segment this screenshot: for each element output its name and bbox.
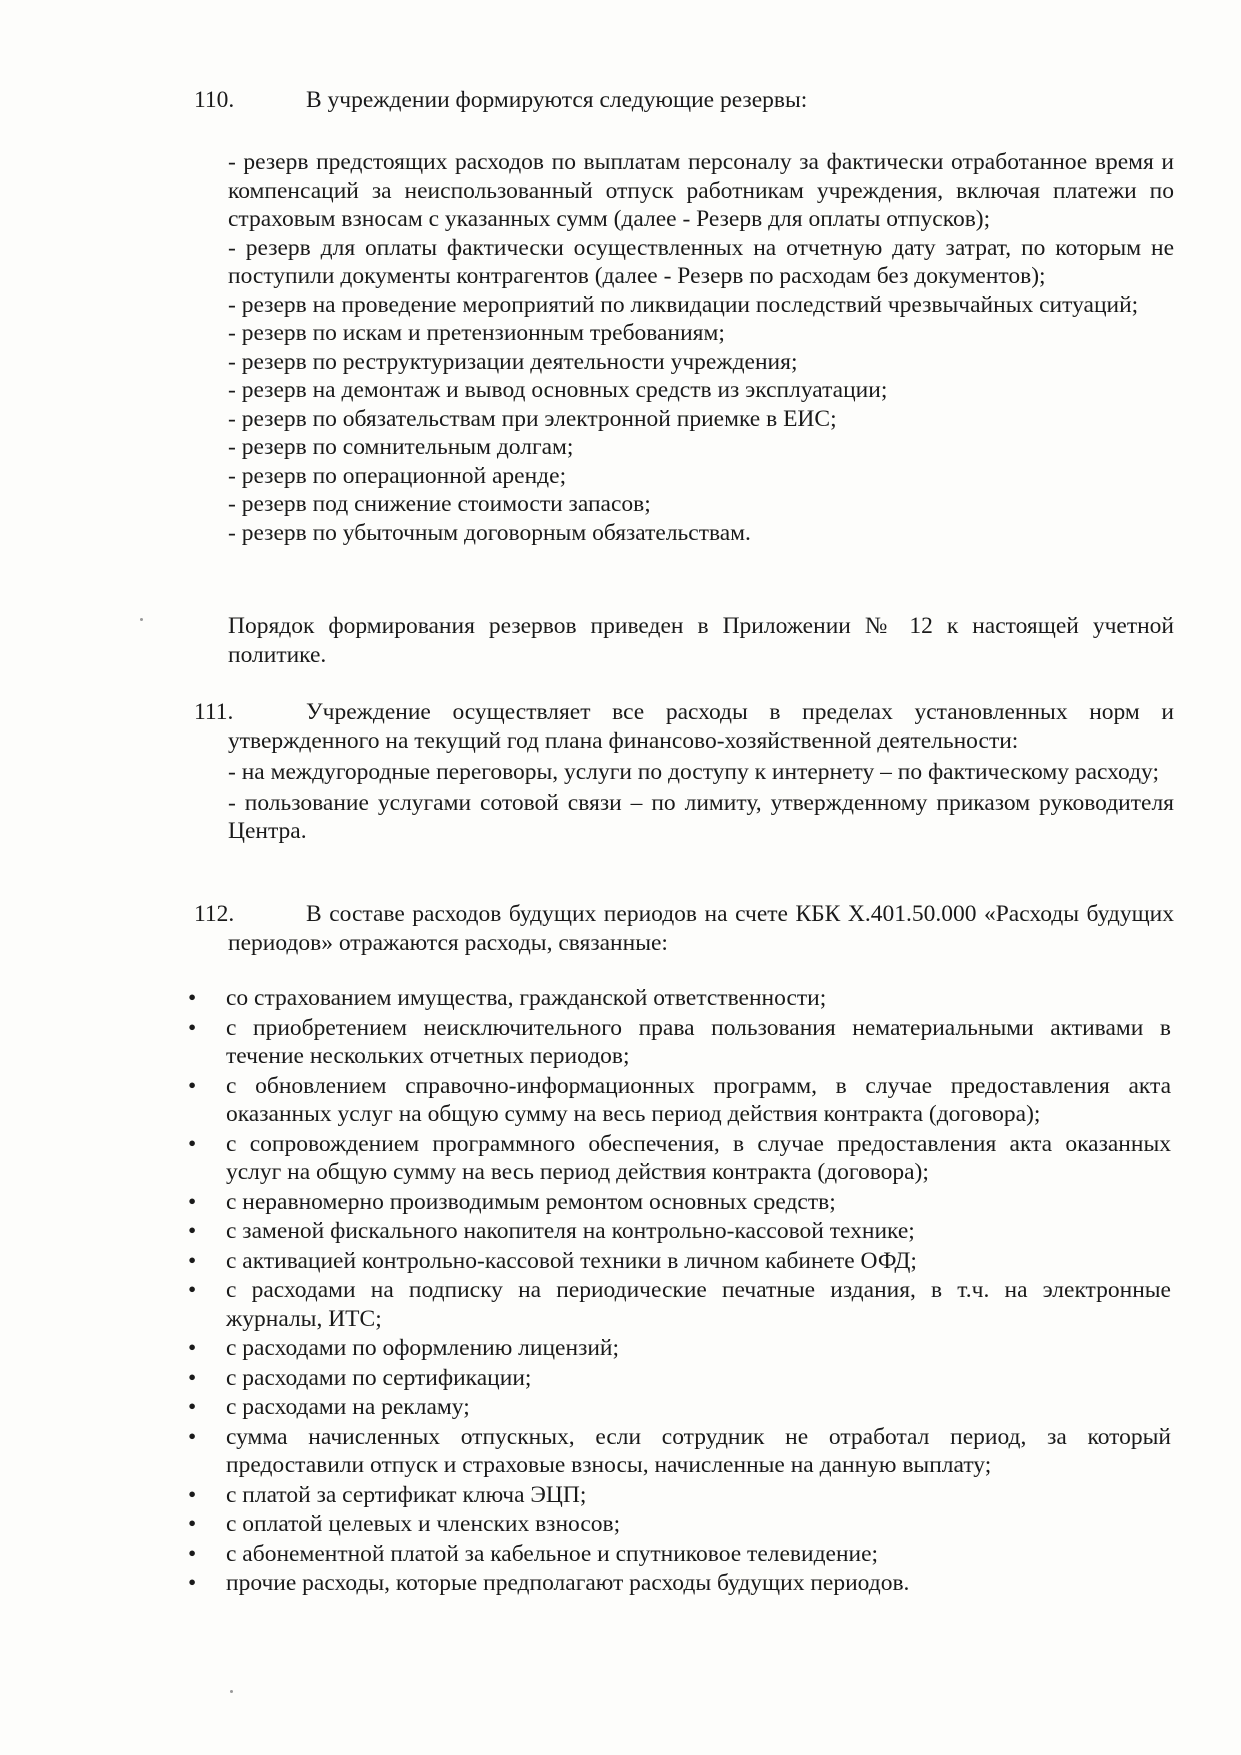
bullet-icon: • [188,985,197,1011]
section-111-items [228,758,1174,846]
bullet-icon: • [188,1540,197,1567]
bullet-icon: • [188,1570,197,1596]
bullet-icon: • [188,1014,197,1041]
list-item: • с расходами на подписку на периодические печатные издания, в т.ч. на электронные журналы, ИТС; [188,1277,1171,1332]
section-110-heading: В учреждении формируются следующие резервы: [306,87,808,113]
reserve-item: - резерв по сомнительным долгам; [228,434,574,460]
list-item: • с расходами по оформлению лицензий; [188,1335,620,1361]
bullet-icon: • [188,1130,197,1157]
reserve-item: - резерв для оплаты фактически осуществленных на отчетную дату затрат, по которым не поступили документы контрагентов (далее - Резерв по расходам без документов); [228,234,1174,289]
bullet-icon: • [188,1188,197,1215]
section-111-number: 111. [194,699,234,725]
reserve-item: - резерв по операционной аренде; [228,462,567,489]
section-112-number: 112. [194,901,235,927]
list-item: • с платой за сертификат ключа ЭЦП; [188,1481,587,1508]
list-item: • с расходами по сертификации; [188,1364,532,1391]
list-item: • сумма начисленных отпускных, если сотрудник не отработал период, за который предоставили отпуск и страховые взносы, начисленные на данную выплату; [188,1423,1171,1478]
section-110-items [228,148,1174,547]
list-item: • с оплатой целевых и членских взносов; [188,1511,621,1537]
bullet-icon: • [188,1511,197,1537]
bullet-icon: • [188,1277,197,1303]
bullet-icon: • [188,1247,197,1274]
list-item: • прочие расходы, которые предполагают расходы будущих периодов. [188,1570,910,1596]
list-item: • с абонементной платой за кабельное и спутниковое телевидение; [188,1540,879,1567]
list-item: • с обновлением справочно-информационных программ, в случае предоставления акта оказанных услуг на общую сумму на весь период действия контракта (договора); [188,1072,1171,1127]
reserve-item: - резерв по обязательствам при электронной приемке в ЕИС; [228,405,837,432]
expense-item: - пользование услугами сотовой связи – по лимиту, утвержденному приказом руководителя Центра. [228,789,1174,844]
list-item: • с приобретением неисключительного права пользования нематериальными активами в течение нескольких отчетных периодов; [188,1014,1171,1069]
scan-speck [230,1690,233,1693]
reserve-item: - резерв на демонтаж и вывод основных средств из эксплуатации; [228,377,888,403]
bullet-icon: • [188,1423,197,1450]
deferred-expenses-list [186,984,1171,1599]
bullet-icon: • [188,1335,197,1361]
list-item: • с неравномерно производимым ремонтом основных средств; [188,1188,836,1215]
reserve-item: - резерв на проведение мероприятий по ликвидации последствий чрезвычайных ситуаций; [228,291,1139,318]
bullet-icon: • [188,1218,197,1244]
bullet-icon: • [188,1394,197,1420]
bullet-icon: • [188,1481,197,1508]
reserve-item: - резерв под снижение стоимости запасов; [228,491,651,517]
expense-item: - на междугородные переговоры, услуги по доступу к интернету – по фактическому расходу; [228,759,1159,785]
section-110-number: 110. [194,87,235,113]
list-item: • с заменой фискального накопителя на контрольно-кассовой технике; [188,1218,915,1244]
reserve-item: - резерв по реструктуризации деятельности учреждения; [228,348,798,375]
reserve-item: - резерв по искам и претензионным требованиям; [228,320,725,346]
bullet-icon: • [188,1072,197,1099]
section-111-text: Учреждение осуществляет все расходы в пределах установленных норм и утвержденного на текущий год плана финансово-хозяйственной деятельности: [228,699,1174,754]
reserve-item: - резерв по убыточным договорным обязательствам. [228,519,751,546]
section-112-text: В составе расходов будущих периодов на счете КБК Х.401.50.000 «Расходы будущих периодов» отражаются расходы, связанные: [228,901,1174,956]
list-item: • с расходами на рекламу; [188,1394,470,1420]
bullet-icon: • [188,1364,197,1391]
list-item: • со страхованием имущества, гражданской ответственности; [188,985,827,1011]
list-item: • с сопровождением программного обеспечения, в случае предоставления акта оказанных услуг на общую сумму на весь период действия контракта (договора); [188,1130,1171,1185]
reserve-item: - резерв предстоящих расходов по выплатам персоналу за фактически отработанное время и компенсаций за неиспользованный отпуск работникам учреждения, включая платежи по страховым взносам с указанных сумм (далее - Резерв для оплаты отпусков); [228,149,1174,232]
scan-speck [140,618,143,621]
list-item: • с активацией контрольно-кассовой техники в личном кабинете ОФД; [188,1247,917,1274]
section-110-note: Порядок формирования резервов приведен в Приложении № 12 к настоящей учетной политике. [228,613,1174,668]
